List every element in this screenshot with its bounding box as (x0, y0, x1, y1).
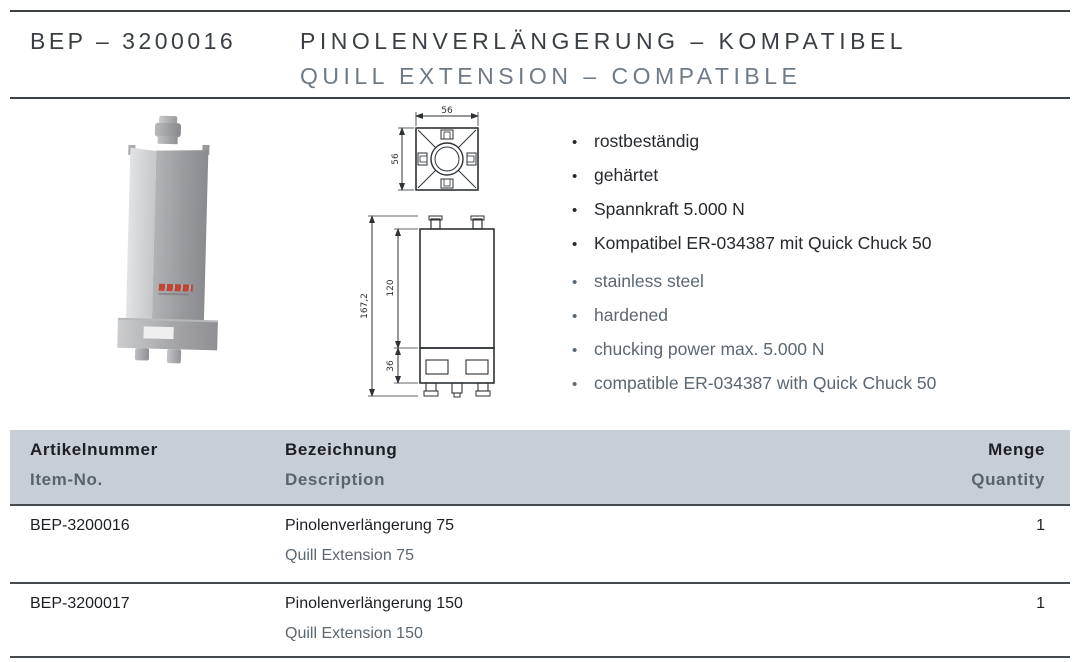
row-quantity: 1 (1036, 595, 1045, 612)
list-item: • compatible ER-034387 with Quick Chuck 50 (572, 373, 937, 393)
header-divider (10, 97, 1070, 99)
bottom-divider (10, 656, 1070, 658)
red-brand-mark (159, 284, 193, 292)
list-item: • Spannkraft 5.000 N (572, 199, 745, 219)
dim-side-lower: 36 (386, 360, 396, 372)
row-description-en: Quill Extension 150 (285, 625, 423, 642)
col-header-item-no-en: Item-No. (30, 470, 103, 489)
technical-drawing-side-view (352, 200, 532, 405)
list-item: • chucking power max. 5.000 N (572, 339, 825, 359)
bullet-icon: • (572, 308, 578, 325)
row-item-no: BEP-3200016 (30, 517, 130, 534)
list-item: • Kompatibel ER-034387 mit Quick Chuck 50 (572, 233, 932, 253)
table-divider (10, 582, 1070, 584)
bullet-icon: • (572, 342, 578, 359)
list-item: • stainless steel (572, 271, 704, 291)
list-item: • hardened (572, 305, 668, 325)
row-description-de: Pinolenverlängerung 75 (285, 517, 455, 534)
feature-list-english (572, 271, 936, 407)
dim-top-height: 56 (391, 153, 401, 165)
row-description-en: Quill Extension 75 (285, 547, 414, 564)
col-header-description-de: Bezeichnung (285, 440, 398, 459)
row-description-de: Pinolenverlängerung 150 (285, 595, 463, 612)
col-header-quantity-de: Menge (988, 440, 1045, 459)
bullet-icon: • (572, 202, 578, 219)
item-number: BEP – 3200016 (30, 28, 237, 54)
bullet-icon: • (572, 134, 578, 151)
dim-side-upper: 120 (386, 279, 396, 297)
dim-side-total: 167,2 (360, 293, 370, 319)
list-item: • rostbeständig (572, 131, 700, 151)
top-divider (10, 10, 1070, 12)
photo-body-right-face (152, 150, 209, 324)
table-header (10, 430, 1070, 504)
feature-list-german (572, 131, 932, 267)
bullet-icon: • (572, 236, 578, 253)
col-header-quantity-en: Quantity (971, 470, 1045, 489)
bullet-icon: • (572, 168, 578, 185)
bullet-icon: • (572, 274, 578, 291)
photo-bottom-connector (135, 348, 149, 360)
photo-bottom-connector (167, 349, 181, 363)
page-title-german: PINOLENVERLÄNGERUNG – KOMPATIBEL (300, 28, 908, 54)
col-header-item-no-de: Artikelnummer (30, 440, 158, 459)
product-photo (105, 114, 232, 367)
dim-top-width: 56 (441, 106, 453, 116)
technical-drawing-top-view (358, 103, 528, 203)
col-header-description-en: Description (285, 470, 386, 489)
table-divider (10, 504, 1070, 506)
row-quantity: 1 (1036, 517, 1045, 534)
row-item-no: BEP-3200017 (30, 595, 130, 612)
page-title-english: QUILL EXTENSION – COMPATIBLE (300, 63, 802, 89)
bullet-icon: • (572, 376, 578, 393)
list-item: • gehärtet (572, 165, 659, 185)
